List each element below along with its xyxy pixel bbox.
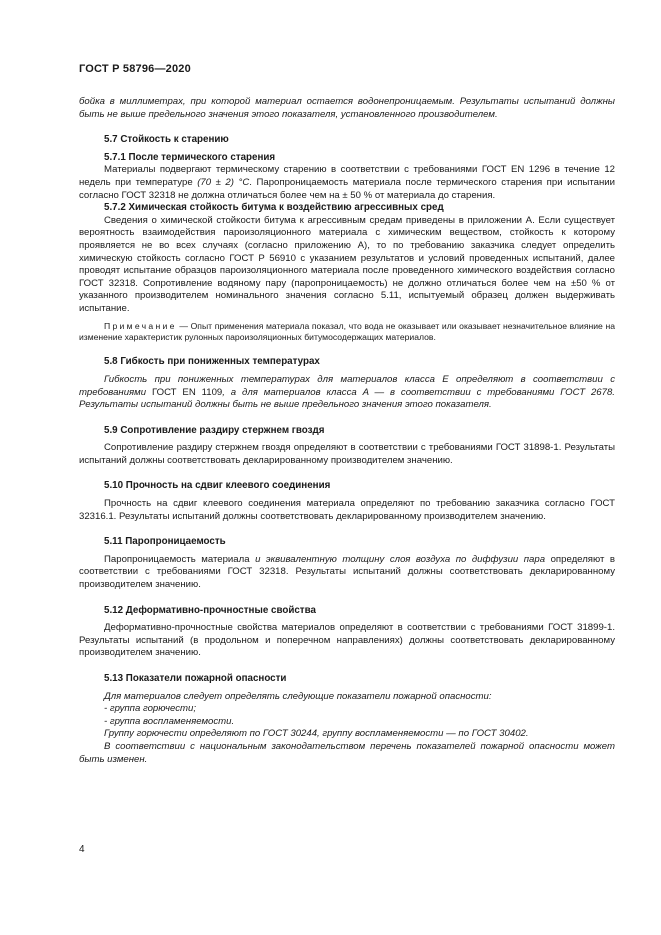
section-5-8-title: 5.8 Гибкость при пониженных температурах: [104, 356, 320, 368]
section-5-7-1-paragraph: [79, 164, 615, 202]
section-5-11-paragraph: [79, 554, 615, 592]
document-header: ГОСТ Р 58796—2020: [79, 63, 191, 75]
section-5-13-title: 5.13 Показатели пожарной опасности: [104, 673, 287, 684]
section-5-10-title: 5.10 Прочность на сдвиг клеевого соединения: [104, 480, 331, 492]
section-5-11-text-b: и эквивалентную толщину слоя воздуха по диффузии пара: [255, 553, 546, 565]
note-text: — Опыт применения материала показал, что вода не оказывает или оказывает незначительное влияние на изменение характеристик рулонных пароизоляционных битумосодержащих материалов.: [79, 320, 615, 342]
section-5-13-list-item-1: - группа горючести;: [104, 703, 197, 715]
section-5-8-paragraph: [79, 374, 615, 412]
section-5-11-text-c: определяют в соответствии с требованиями ГОСТ 32318. Результаты испытаний должны соответствовать декларированному производителем значению.: [79, 553, 615, 591]
section-5-7-1-title: 5.7.1 После термического старения: [104, 151, 276, 163]
section-5-13-line-5: В соответствии с национальным законодательством перечень показателей пожарной опасности может быть изменен.: [79, 740, 615, 765]
section-5-13-line-1: Для материалов следует определять следующие показатели пожарной опасности:: [104, 690, 492, 702]
section-5-8-text-b: ГОСТ EN 1109: [151, 386, 223, 398]
section-5-7-1-temperature: (70 ± 2) °С: [197, 176, 250, 188]
section-5-7-title: 5.7 Стойкость к старению: [104, 134, 229, 146]
intro-paragraph: бойка в миллиметрах, при которой материал остается водонепроницаемым. Результаты испытаний должны быть не выше предельного значения этого показателя, установленного производителем.: [79, 96, 615, 120]
section-5-10-paragraph: Прочность на сдвиг клеевого соединения материала определяют по требованию заказчика согласно ГОСТ 32316.1. Результаты испытаний должны соответствовать декларированному производителем значению.: [79, 498, 615, 522]
section-5-11-title: 5.11 Паропроницаемость: [104, 536, 226, 548]
note-label: Примечание: [104, 320, 177, 331]
section-5-7-1-text-a: Материалы подвергают термическому старению в соответствии с требованиями ГОСТ EN 1296 в течение 12 недель при температуре: [79, 164, 615, 188]
section-5-7-2-title: 5.7.2 Химическая стойкость битума к воздействию агрессивных сред: [104, 202, 444, 214]
section-5-7-2-paragraph: Сведения о химической стойкости битума к агрессивным средам приведены в приложении А. Если существует вероятность взаимодействия пароизоляционного материала с химическим веществом, стойкость к которому проявляется не во всех случаях (согласно приложению А), то по требованию заказчика следует определить химическую стойкость согласно ГОСТ Р 56910 с указанием результатов и условий проведенных испытаний, далее проводят испытание образцов пароизоляционного материала после проведенного химического воздействия согласно ГОСТ 32318. Сопротивление водяному пару (паропроницаемость) не должно отличаться более чем на ±50 % от указанного производителем номинального значения согласно 5.11, испытуемый образец должен выдерживать испытание.: [79, 214, 615, 314]
section-5-13-line-4: Группу горючести определяют по ГОСТ 30244, группу воспламеняемости — по ГОСТ 30402.: [104, 728, 529, 740]
section-5-12-paragraph: Деформативно-прочностные свойства материалов определяют в соответствии с требованиями ГОСТ 31899-1. Результаты испытаний (в продольном и поперечном направлениях) должны соответствовать декларированному производителем значению.: [79, 622, 615, 659]
page-number: 4: [79, 844, 85, 855]
section-5-11-text-a: Паропроницаемость материала: [104, 553, 256, 565]
page-content: [79, 96, 615, 766]
section-5-8-text-a: Гибкость при пониженных температурах для материалов класса E определяют в соответствии с требованиями: [79, 373, 615, 398]
section-5-8-text-c: , а для материалов класса A — в соответствии с требованиями ГОСТ 2678. Результаты испытаний должны быть не выше предельного значения этого показателя.: [79, 386, 615, 411]
section-5-12-title: 5.12 Деформативно-прочностные свойства: [104, 604, 316, 616]
section-5-7-1-text-b: . Паропроницаемость материала после термического старения при испытании согласно ГОСТ 32318 не должна отличаться более чем на ± 50 % от материала до старения.: [79, 176, 615, 201]
note-paragraph: [79, 321, 615, 344]
section-5-9-title: 5.9 Сопротивление раздиру стержнем гвоздя: [104, 424, 325, 436]
section-5-13-list-item-2: - группа воспламеняемости.: [104, 715, 235, 727]
section-5-9-paragraph: Сопротивление раздиру стержнем гвоздя определяют в соответствии с требованиями ГОСТ 31898-1. Результаты испытаний должны соответствовать декларированному производителем значению.: [79, 442, 615, 466]
